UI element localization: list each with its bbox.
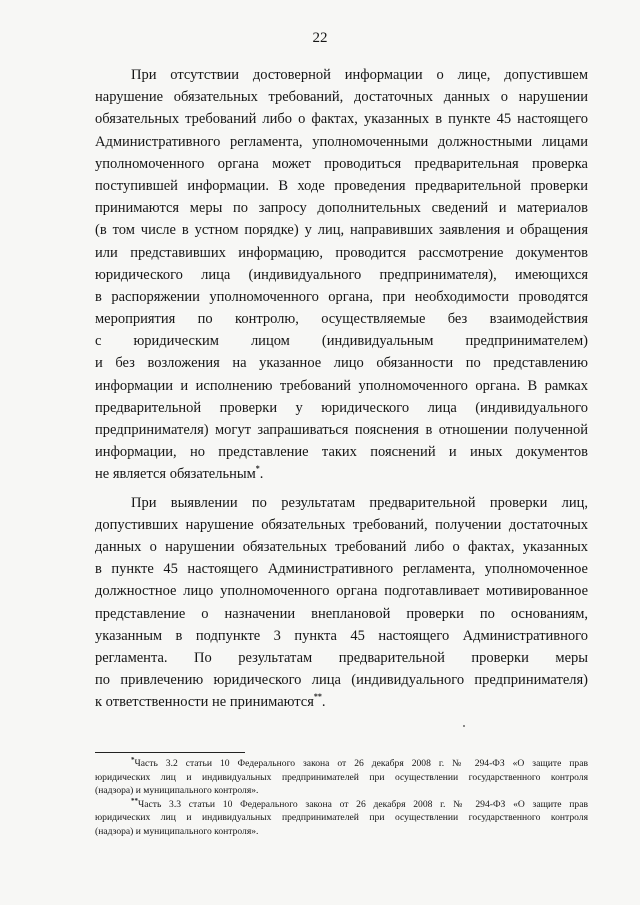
text-line: по привлечению юридического лица (индивидуального предпринимателя) [95,672,588,689]
text-line: регламента. По результатам предварительной проверки меры [95,649,588,666]
footnote-1 [95,757,588,798]
footnote-marker-1: * [255,464,260,474]
footnote-line: (надзора) и муниципального контроля». [95,825,259,837]
footnote-line: юридических лиц и индивидуальных предпринимателей при осуществлении государственного контроля [95,771,588,783]
text-line: предпринимателя) могут запрашиваться пояснения в отношении полученной [95,422,588,438]
text-line: поступившей информации. В ходе проведения предварительной проверки [95,177,588,194]
text-line: в пункте 45 настоящего Административного регламента, уполномоченное [95,561,588,578]
text-line: мероприятия по контролю, осуществляемые без взаимодействия [95,311,588,328]
text-line: юридического лица (индивидуального предпринимателя), имеющихся [95,266,588,283]
footnote-marker-2: ** [313,692,322,702]
footnote-line-content: Часть 3.3 статьи 10 Федерального закона от 26 декабря 2008 г. № 294-ФЗ «О защите прав [138,798,588,810]
paragraph-violation-detected [95,492,588,714]
footnote-2 [95,798,588,839]
footnote-2-marker: ** [131,796,138,805]
scan-speck [463,725,465,727]
text-line: представление о назначении внеплановой проверки по основаниям, [95,605,588,622]
text-line: При отсутствии достоверной информации о лице, допустившем [131,67,588,83]
text-line: в распоряжении уполномоченного органа, при необходимости проводятся [95,288,588,305]
text-line [95,691,588,713]
footnote-line: (надзора) и муниципального контроля». [95,785,259,796]
footnote-line: юридических лиц и индивидуальных предпринимателей при осуществлении государственного контроля [95,812,588,823]
text-line: уполномоченного органа может проводиться предварительная проверка [95,155,588,172]
text-line: указанным в подпункте 3 пункта 45 настоящего Административного [95,627,588,644]
text-line: допустивших нарушение обязательных требований, получении достаточных [95,516,588,533]
footnote-separator [95,752,245,753]
sentence-end: . [321,694,326,711]
text-line: и без возложения на указанное лицо обязанности по представлению [95,355,588,372]
text-line: При выявлении по результатам предварительной проверки лиц, [131,494,588,511]
footnote-line [95,798,588,812]
text-line: или представивших информацию, проводится рассмотрение документов [95,244,588,261]
text-line: с юридическим лицом (индивидуальным предпринимателем) [95,333,588,350]
text-line: данных о нарушении обязательных требований либо о фактах, указанных [95,538,588,555]
footnotes [95,757,588,838]
text-line-content: к ответственности не принимаются [95,694,314,711]
footnote-line-content: Часть 3.2 статьи 10 Федерального закона от 26 декабря 2008 г. № 294-ФЗ «О защите прав [134,758,588,769]
footnote-1-marker: * [131,756,135,764]
text-line: (в том числе в устном порядке) у лиц, направивших заявления и обращения [95,222,588,239]
sentence-end: . [259,466,264,483]
text-line: обязательных требований либо о фактах, указанных в пункте 45 настоящего [95,111,588,128]
text-line: должностное лицо уполномоченного органа подготавливает мотивированное [95,583,588,600]
paragraph-preliminary-check [95,64,588,486]
text-line: нарушение обязательных требований, достаточных данных о нарушении [95,89,588,106]
text-line: предварительной проверки у юридического лица (индивидуального [95,399,588,416]
text-line-content: не является обязательным [95,466,256,483]
page-number: 22 [312,30,328,46]
text-line: информации, но представление таких пояснений и иных документов [95,444,588,461]
text-line: информации и исполнению требований уполномоченного органа. В рамках [95,377,588,394]
text-line: принимаются меры по запросу дополнительных сведений и материалов [95,200,588,217]
footnote-line [95,757,588,771]
document-body [95,64,588,713]
text-line: Административного регламента, уполномоченными должностными лицами [95,133,588,150]
text-line [95,463,588,485]
